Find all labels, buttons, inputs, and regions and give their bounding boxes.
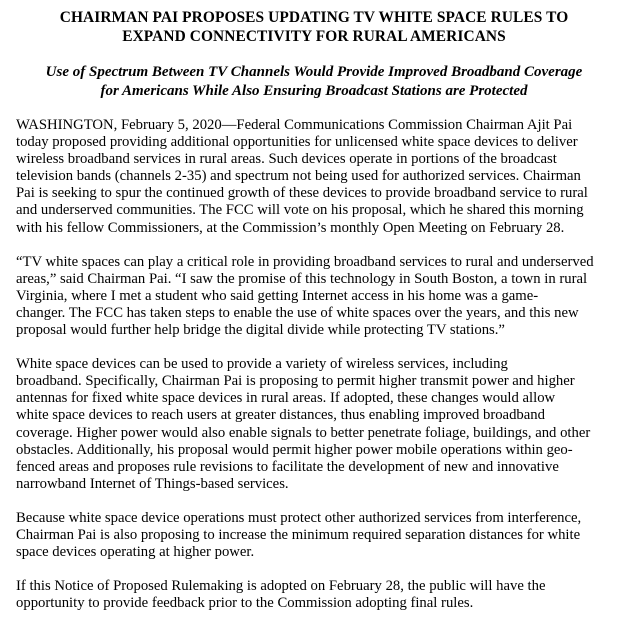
paragraph-public-comment: If this Notice of Proposed Rulemaking is adopted on February 28, the public will have the opportunity to provide feedback prior to the Commission adopting final rules. bbox=[16, 578, 546, 612]
paragraph-chairman-quote: “TV white spaces can play a critical role in providing broadband services to rural and underserved areas,” said Chairman Pai. “I saw the promise of this technology in South Boston, a town in rural Virginia, where I met a student who said getting Internet access in his home was a game- changer. The FCC has taken steps to enable the use of white spaces over the years, and this new proposal would further help bridge the digital divide while protecting TV stations.” bbox=[16, 253, 594, 339]
headline: CHAIRMAN PAI PROPOSES UPDATING TV WHITE SPACE RULES TO EXPAND CONNECTIVITY FOR RURAL AMERICANS bbox=[59, 9, 569, 45]
paragraph-interference-protection: Because white space device operations must protect other authorized services from interference, Chairman Pai is also proposing to increase the minimum required separation distances for white space devices operating at higher power. bbox=[16, 509, 582, 561]
subheadline: Use of Spectrum Between TV Channels Would Provide Improved Broadband Coverage for Americans While Also Ensuring Broadcast Stations are Protected bbox=[45, 64, 583, 99]
paragraph-device-details: White space devices can be used to provide a variety of wireless services, including broadband. Specifically, Chairman Pai is proposing to permit higher transmit power and higher antennas for fixed white space devices in rural areas. If adopted, these changes would allow white space devices to reach users at greater distances, thus enabling improved broadband coverage. Higher power would also enable signals to better penetrate foliage, buildings, and other obstacles. Additionally, his proposal would permit higher power mobile operations within geo- fenced areas and proposes rule revisions to facilitate the development of new and innovative narrowband Internet of Things-based services. bbox=[16, 356, 591, 492]
paragraph-announcement: WASHINGTON, February 5, 2020—Federal Communications Commission Chairman Ajit Pai today proposed providing additional opportunities for unlicensed white space devices to deliver wireless broadband services in rural areas. Such devices operate in portions of the broadcast television bands (channels 2-35) and spectrum not being used for authorized services. Chairman Pai is seeking to spur the continued growth of these devices to provide broadband service to rural and underserved communities. The FCC will vote on his proposal, which he shared this morning with his fellow Commissioners, at the Commission’s monthly Open Meeting on February 28. bbox=[16, 117, 588, 236]
